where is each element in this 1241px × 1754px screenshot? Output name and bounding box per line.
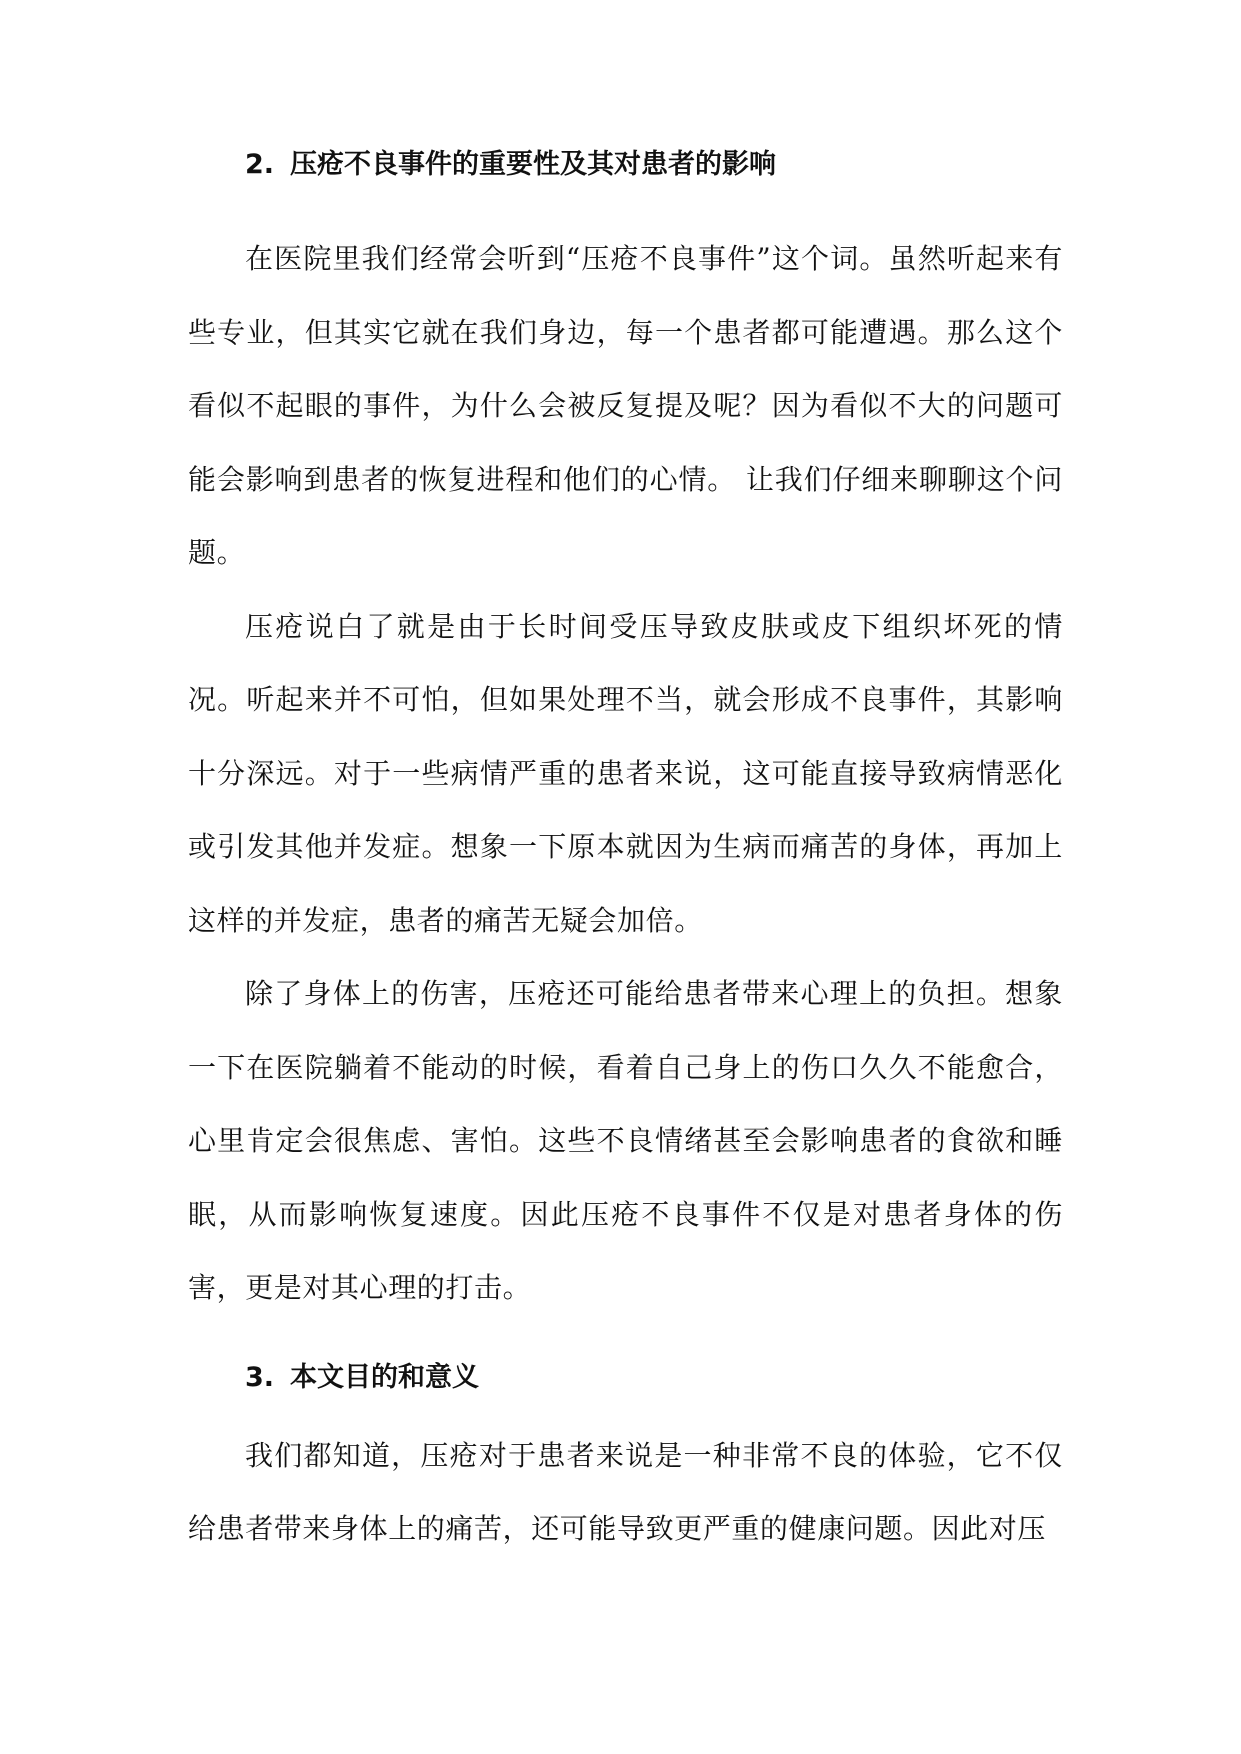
section-3-heading xyxy=(188,1357,1063,1399)
section-2-heading xyxy=(188,144,1063,186)
section-2-paragraph-3: 除了身体上的伤害，压疮还可能给患者带来心理上的负担。想象一下在医院躺着不能动的时候，看着自己身上的伤口久久不能愈合，心里肯定会很焦虑、害怕。这些不良情绪甚至会影响患者的食欲和睡眠，从而影响恢复速度。因此压疮不良事件不仅是对患者身体的伤害，更是对其心理的打击。 xyxy=(188,977,1063,1304)
section-3-number: 3. xyxy=(245,1361,275,1393)
section-2-paragraph-2: 压疮说白了就是由于长时间受压导致皮肤或皮下组织坏死的情况。听起来并不可怕，但如果处理不当，就会形成不良事件，其影响十分深远。对于一些病情严重的患者来说，这可能直接导致病情恶化或引发其他并发症。想象一下原本就因为生病而痛苦的身体，再加上这样的并发症，患者的痛苦无疑会加倍。 xyxy=(188,609,1063,937)
section-2-number: 2. xyxy=(245,149,275,180)
document-body xyxy=(188,144,1063,1566)
section-3-title: 本文目的和意义 xyxy=(290,1361,480,1393)
section-2-title: 压疮不良事件的重要性及其对患者的影响 xyxy=(290,149,777,180)
section-2-paragraph-1: 在医院里我们经常会听到“压疮不良事件”这个词。虽然听起来有些专业，但其实它就在我们身边，每一个患者都可能遭遇。那么这个看似不起眼的事件，为什么会被反复提及呢？因为看似不大的问题可能会影响到患者的恢复进程和他们的心情。 让我们仔细来聊聊这个问题。 xyxy=(188,242,1063,569)
section-3-paragraph-1: 我们都知道，压疮对于患者来说是一种非常不良的体验，它不仅给患者带来身体上的痛苦，还可能导致更严重的健康问题。因此对压 xyxy=(188,1438,1063,1545)
